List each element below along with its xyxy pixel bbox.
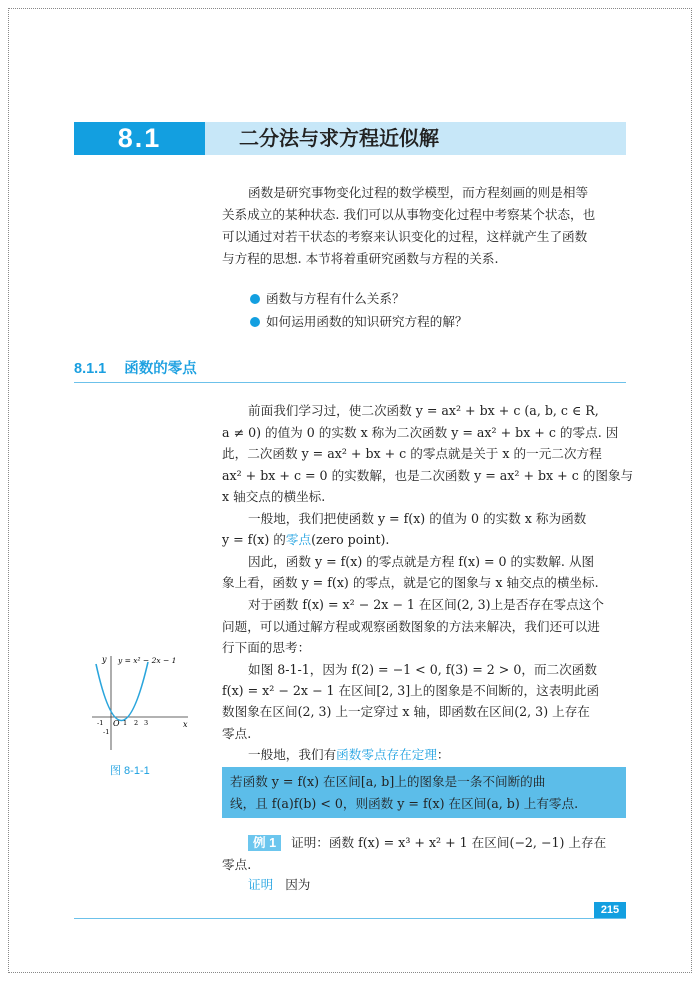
section-title: 二分法与求方程近似解 <box>205 122 626 155</box>
body-line: 此，二次函数 y = ax² + bx + c 的零点就是关于 x 的一元二次方程 <box>222 446 602 461</box>
body-line: 前面我们学习过，使二次函数 y = ax² + bx + c (a, b, c ∈ R, <box>248 403 599 418</box>
footer-rule <box>74 918 626 919</box>
x-label: x <box>183 720 188 729</box>
body-line: 对于函数 f(x) = x² − 2x − 1 在区间(2, 3)上是否存在零点这个 <box>248 597 604 612</box>
body-line: 数图象在区间(2, 3) 上一定穿过 x 轴，即函数在区间(2, 3) 上存在 <box>222 704 590 719</box>
subsection-number: 8.1.1 <box>74 361 107 377</box>
text: y = f(x) 的 <box>222 532 286 547</box>
bullet-item <box>250 313 468 331</box>
tick-label: -1 <box>103 728 110 736</box>
tick-label: 1 <box>123 719 128 727</box>
tick-label: 3 <box>144 719 149 727</box>
intro-line: 函数是研究事物变化过程的数学模型，而方程刻画的则是相等 <box>248 185 589 200</box>
text: 一般地，我们有 <box>248 747 337 762</box>
term-zero-theorem: 函数零点存在定理 <box>336 747 437 762</box>
subsection-heading <box>74 357 215 378</box>
bullet-text: 如何运用函数的知识研究方程的解？ <box>266 314 468 329</box>
theorem-line: 线，且 f(a)f(b) < 0，则函数 y = f(x) 在区间(a, b) 上有零点. <box>230 796 579 811</box>
figure-caption: 图 8-1-1 <box>110 765 150 777</box>
bullet-dot-icon <box>250 294 260 304</box>
body-line: x 轴交点的横坐标. <box>222 489 326 504</box>
body-line: 问题，可以通过解方程或观察函数图象的方法来解决，我们还可以进 <box>222 619 600 634</box>
proof-label: 证明 <box>248 877 274 892</box>
parabola-curve <box>96 662 148 721</box>
body-line: 一般地，我们把使函数 y = f(x) 的值为 0 的实数 x 称为函数 <box>248 511 587 526</box>
example-line <box>222 834 626 852</box>
intro-line: 与方程的思想. 本节将着重研究函数与方程的关系. <box>222 251 499 266</box>
example-text: 证明：函数 f(x) = x³ + x² + 1 在区间(−2, −1) 上存在 <box>291 835 607 850</box>
body-line: 如图 8-1-1，因为 f(2) = −1 < 0, f(3) = 2 > 0，而二次函数 <box>248 662 597 677</box>
intro-line: 可以通过对若干状态的考察来认识变化的过程，这样就产生了函数 <box>222 229 588 244</box>
body-line: 象上看，函数 y = f(x) 的零点，就是它的图象与 x 轴交点的横坐标. <box>222 575 599 590</box>
bullet-item <box>250 290 405 308</box>
tick-label: 2 <box>134 719 139 727</box>
origin-label: O <box>113 719 120 728</box>
example-line: 零点. <box>222 857 252 872</box>
body-line: f(x) = x² − 2x − 1 在区间[2, 3]上的图象是不间断的，这表明此函 <box>222 683 600 698</box>
term-zero-point: 零点 <box>285 532 312 547</box>
bullet-text: 函数与方程有什么关系？ <box>266 291 405 306</box>
divider <box>74 382 626 383</box>
function-label: y = x² − 2x − 1 <box>118 656 177 665</box>
subsection-title: 函数的零点 <box>124 361 197 377</box>
text: ： <box>436 747 450 762</box>
theorem-box <box>222 767 626 818</box>
proof-line <box>222 876 626 894</box>
bullet-dot-icon <box>250 317 260 327</box>
example-badge: 例 1 <box>248 835 281 851</box>
intro-line: 关系成立的某种状态. 我们可以从事物变化过程中考察某个状态，也 <box>222 207 596 222</box>
tick-label: -1 <box>97 719 104 727</box>
parabola-figure <box>88 650 193 755</box>
body-line <box>222 746 626 764</box>
body-line: 因此，函数 y = f(x) 的零点就是方程 f(x) = 0 的实数解. 从图 <box>248 554 595 569</box>
theorem-line: 若函数 y = f(x) 在区间[a, b]上的图象是一条不间断的曲 <box>230 774 546 789</box>
body-line: a ≠ 0) 的值为 0 的实数 x 称为二次函数 y = ax² + bx + c 的零点. 因 <box>222 425 619 440</box>
text: (zero point). <box>311 532 390 547</box>
body-line: 行下面的思考： <box>222 640 311 655</box>
body-line: ax² + bx + c = 0 的实数解，也是二次函数 y = ax² + bx + c 的图象与 <box>222 468 634 483</box>
body-line: 零点. <box>222 726 252 741</box>
section-number-badge: 8.1 <box>74 122 205 155</box>
page-number: 215 <box>594 902 626 918</box>
proof-text: 因为 <box>285 877 311 892</box>
body-line <box>222 531 626 549</box>
y-label: y <box>102 655 107 664</box>
